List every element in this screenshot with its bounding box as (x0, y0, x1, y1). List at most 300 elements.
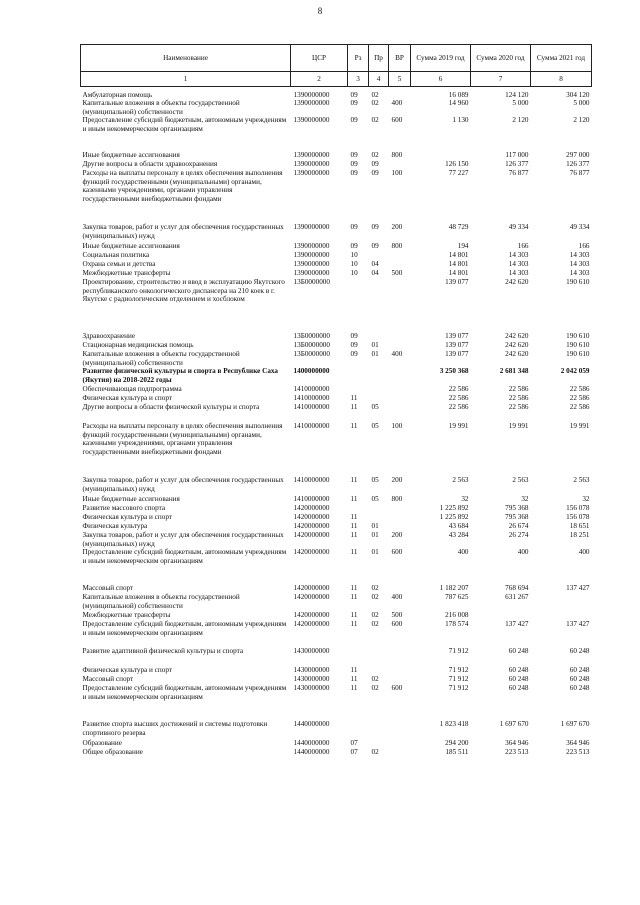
table-row (81, 531, 592, 548)
amount-2021: 5 000 (573, 99, 590, 108)
vr-code (389, 332, 411, 341)
vr-code: 200 (391, 531, 403, 540)
amount-2020: 795 368 (505, 504, 529, 513)
amount-2021: 364 946 (566, 739, 590, 748)
pr-code: 02 (371, 748, 379, 757)
pr-code: 05 (371, 476, 379, 485)
row-name: Другие вопросы в области здравоохранения (82, 160, 218, 169)
amount-2019: 294 200 (445, 739, 469, 748)
vr-code (389, 675, 411, 684)
csr-code: 13Б0000000 (293, 278, 330, 287)
amount-2021: 400 (578, 548, 590, 557)
rz-code: 11 (350, 522, 358, 531)
table-row (81, 593, 592, 611)
csr-code: 1390000000 (293, 260, 330, 269)
amount-2020: 795 368 (505, 513, 529, 522)
amount-2019: 32 (461, 495, 469, 504)
rz-code: 09 (350, 151, 358, 160)
table-row (81, 647, 592, 666)
vr-code (389, 394, 411, 403)
pr-code: 02 (371, 99, 379, 108)
amount-2021: 137 427 (566, 620, 590, 629)
vr-code (389, 666, 411, 675)
table-row (81, 675, 592, 684)
amount-2020: 400 (517, 548, 529, 557)
csr-code: 1410000000 (293, 403, 330, 412)
table-row (81, 720, 592, 739)
table-row (81, 223, 592, 242)
amount-2019: 14 960 (448, 99, 469, 108)
vr-code: 400 (391, 350, 403, 359)
amount-2019: 2 563 (452, 476, 469, 485)
pr-code: 09 (371, 223, 379, 232)
csr-code: 1410000000 (293, 422, 330, 431)
csr-code: 1430000000 (293, 684, 330, 693)
header-cell: Сумма 2019 год (411, 45, 471, 72)
rz-code: 11 (350, 476, 358, 485)
row-name: Физическая культура и спорт (82, 394, 172, 403)
csr-code: 13Б0000000 (293, 341, 330, 350)
pr-code: 02 (371, 684, 379, 693)
rz-code: 11 (350, 403, 358, 412)
row-name: Физическая культура и спорт (82, 513, 172, 522)
row-name: Капитальные вложения в объекты государственной (муниципальной) собственности (82, 350, 240, 367)
pr-code: 02 (371, 620, 379, 629)
amount-2021: 190 610 (566, 341, 590, 350)
rz-code (348, 647, 369, 666)
amount-2020 (471, 611, 531, 620)
rz-code: 09 (350, 350, 358, 359)
amount-2021: 166 (578, 242, 590, 251)
amount-2019: 139 077 (445, 278, 469, 287)
table-row (81, 367, 592, 385)
amount-2021: 14 303 (569, 269, 590, 278)
amount-2020: 2 120 (512, 116, 529, 125)
amount-2021: 304 120 (566, 91, 590, 99)
table-row (81, 169, 592, 223)
csr-code: 1440000000 (293, 739, 330, 748)
amount-2021: 190 610 (566, 350, 590, 359)
amount-2021: 297 000 (566, 151, 590, 160)
row-name: Развитие адаптивной физической культуры и спорта (82, 647, 244, 656)
pr-code (369, 332, 389, 341)
row-name: Физическая культура (82, 522, 148, 531)
vr-code: 200 (391, 223, 403, 232)
amount-2019: 22 586 (448, 394, 469, 403)
rz-code: 09 (350, 169, 358, 178)
pr-code: 02 (371, 675, 379, 684)
vr-code: 400 (391, 99, 403, 108)
rz-code: 11 (350, 620, 358, 629)
table-row (81, 332, 592, 341)
amount-2020: 768 694 (505, 584, 529, 593)
table-row (81, 739, 592, 748)
row-name: Предоставление субсидий бюджетным, автономным учреждениям и иным некоммерческим организациям (82, 116, 287, 133)
row-name: Капитальные вложения в объекты государственной (муниципальной) собственности (82, 593, 240, 610)
header-cell: Наименование (81, 45, 291, 72)
csr-code: 1390000000 (293, 169, 330, 178)
csr-code: 1410000000 (293, 476, 330, 485)
amount-2019: 1 225 892 (439, 504, 469, 513)
row-name: Охрана семьи и детства (82, 260, 156, 269)
csr-code: 1400000000 (293, 367, 330, 376)
amount-2021: 14 303 (569, 260, 590, 269)
vr-code: 100 (391, 169, 403, 178)
amount-2021: 22 586 (569, 403, 590, 412)
pr-code: 05 (371, 495, 379, 504)
vr-code (389, 748, 411, 757)
column-number: 1 (81, 72, 291, 87)
amount-2019: 139 077 (445, 341, 469, 350)
amount-2019: 3 250 368 (439, 367, 469, 376)
amount-2021: 190 610 (566, 332, 590, 341)
pr-code (369, 394, 389, 403)
amount-2021: 60 248 (569, 684, 590, 693)
amount-2020: 631 267 (505, 593, 529, 602)
amount-2021: 1 697 670 (560, 720, 590, 729)
pr-code (369, 739, 389, 748)
amount-2019: 14 801 (448, 260, 469, 269)
amount-2020: 364 946 (505, 739, 529, 748)
amount-2021: 76 877 (569, 169, 590, 178)
vr-code (389, 385, 411, 394)
csr-code: 1420000000 (293, 584, 330, 593)
amount-2019: 787 625 (445, 593, 469, 602)
amount-2020: 60 248 (508, 684, 529, 693)
rz-code: 09 (350, 223, 358, 232)
pr-code (369, 513, 389, 522)
pr-code: 01 (371, 548, 379, 557)
csr-code: 1390000000 (293, 242, 330, 251)
vr-code (389, 251, 411, 260)
amount-2020: 19 991 (508, 422, 529, 431)
rz-code: 11 (350, 513, 358, 522)
csr-code: 1390000000 (293, 223, 330, 232)
amount-2020: 5 000 (512, 99, 529, 108)
vr-code (389, 160, 411, 169)
row-name: Массовый спорт (82, 584, 134, 593)
amount-2020: 60 248 (508, 666, 529, 675)
row-name: Общее образование (82, 748, 143, 757)
vr-code: 400 (391, 593, 403, 602)
amount-2019: 43 284 (448, 531, 469, 540)
pr-code: 02 (371, 611, 379, 620)
column-number: 3 (348, 72, 369, 87)
amount-2020: 14 303 (508, 251, 529, 260)
amount-2020: 137 427 (505, 620, 529, 629)
pr-code: 09 (371, 160, 379, 169)
header-cell: ЦСР (291, 45, 348, 72)
amount-2021: 156 078 (566, 504, 590, 513)
amount-2021: 19 991 (569, 422, 590, 431)
table-row (81, 278, 592, 332)
rz-code: 11 (350, 495, 358, 504)
amount-2019: 14 801 (448, 269, 469, 278)
row-name: Расходы на выплаты персоналу в целях обеспечения выполнения функций государственными (муниципальными) органами, казенными учреждениями, органами управления государственными внебюджетными фондами (82, 169, 283, 203)
amount-2021: 137 427 (566, 584, 590, 593)
row-name: Расходы на выплаты персоналу в целях обеспечения выполнения функций государственными (муниципальными) органами, казенными учреждениями, органами управления государственными внебюджетными фондами (82, 422, 283, 456)
csr-code: 1390000000 (293, 251, 330, 260)
csr-code: 1440000000 (293, 720, 330, 729)
column-number: 8 (531, 72, 592, 87)
table-row (81, 748, 592, 757)
rz-code: 11 (350, 584, 358, 593)
amount-2021: 190 610 (566, 278, 590, 287)
csr-code: 1390000000 (293, 151, 330, 160)
amount-2019: 1 182 207 (439, 584, 469, 593)
amount-2020: 14 303 (508, 260, 529, 269)
row-name: Предоставление субсидий бюджетным, автономным учреждениям и иным некоммерческим организациям (82, 548, 287, 565)
amount-2020: 22 586 (508, 403, 529, 412)
amount-2020: 242 620 (505, 350, 529, 359)
column-number: 2 (291, 72, 348, 87)
amount-2019: 139 077 (445, 350, 469, 359)
table-row (81, 87, 592, 100)
amount-2021: 18 251 (569, 531, 590, 540)
vr-code: 600 (391, 684, 403, 693)
table-row (81, 341, 592, 350)
amount-2019: 400 (457, 548, 469, 557)
amount-2021 (531, 593, 592, 611)
row-name: Предоставление субсидий бюджетным, автономным учреждениям и иным некоммерческим организациям (82, 620, 287, 637)
vr-code: 600 (391, 548, 403, 557)
row-name: Развитие массового спорта (82, 504, 166, 513)
amount-2020: 1 697 670 (499, 720, 529, 729)
rz-code: 09 (350, 332, 358, 341)
row-name: Закупка товаров, работ и услуг для обеспечения государственных (муниципальных) нужд (82, 531, 284, 548)
table-row (81, 584, 592, 593)
amount-2020: 2 681 348 (499, 367, 529, 376)
rz-code (348, 367, 369, 385)
pr-code: 09 (371, 242, 379, 251)
rz-code: 10 (350, 251, 358, 260)
pr-code (369, 385, 389, 394)
table-row (81, 350, 592, 367)
rz-code: 09 (350, 91, 358, 99)
amount-2019: 178 574 (445, 620, 469, 629)
row-name: Развитие физической культуры и спорта в Республике Саха (Якутия) на 2018-2022 годы (82, 367, 279, 384)
row-name: Социальная политика (82, 251, 150, 260)
header-cell: Пр (369, 45, 389, 72)
amount-2020: 49 334 (508, 223, 529, 232)
rz-code: 10 (350, 269, 358, 278)
amount-2020: 242 620 (505, 332, 529, 341)
row-name: Стационарная медицинская помощь (82, 341, 194, 350)
rz-code (348, 278, 369, 332)
table-row (81, 666, 592, 675)
row-name: Межбюджетные трансферты (82, 611, 171, 620)
table-row (81, 385, 592, 394)
amount-2020: 26 274 (508, 531, 529, 540)
amount-2020: 22 586 (508, 394, 529, 403)
vr-code (389, 260, 411, 269)
table-header-row (81, 45, 592, 72)
pr-code (369, 666, 389, 675)
csr-code: 1430000000 (293, 647, 330, 656)
csr-code: 1390000000 (293, 91, 330, 99)
amount-2019: 16 089 (448, 91, 469, 99)
vr-code: 800 (391, 495, 403, 504)
amount-2019: 19 991 (448, 422, 469, 431)
row-name: Развитие спорта высших достижений и системы подготовки спортивного резерва (82, 720, 268, 737)
rz-code (348, 720, 369, 739)
table-row (81, 504, 592, 513)
csr-code: 1420000000 (293, 504, 330, 513)
header-cell: Рз (348, 45, 369, 72)
amount-2021: 2 042 059 (560, 367, 590, 376)
table-row (81, 251, 592, 260)
vr-code (389, 647, 411, 666)
column-number: 5 (389, 72, 411, 87)
amount-2021: 60 248 (569, 675, 590, 684)
vr-code (389, 739, 411, 748)
table-row (81, 422, 592, 476)
rz-code: 10 (350, 260, 358, 269)
amount-2019: 216 008 (445, 611, 469, 620)
vr-code: 600 (391, 116, 403, 125)
pr-code: 02 (371, 593, 379, 602)
amount-2021: 49 334 (569, 223, 590, 232)
amount-2021: 156 078 (566, 513, 590, 522)
amount-2020: 60 248 (508, 675, 529, 684)
rz-code: 09 (350, 341, 358, 350)
amount-2021 (531, 611, 592, 620)
pr-code: 04 (371, 260, 379, 269)
amount-2021: 18 651 (569, 522, 590, 531)
pr-code: 02 (371, 584, 379, 593)
row-name: Здравоохранение (82, 332, 136, 341)
row-name: Иные бюджетные ассигнования (82, 495, 180, 504)
table-row (81, 476, 592, 495)
vr-code (389, 403, 411, 422)
row-name: Проектирование, строительство и ввод в эксплуатацию Якутского республиканского онкологического диспансера на 210 коек в г. Якутске с радиологическим отделением и хосблоком (82, 278, 285, 304)
csr-code: 13Б0000000 (293, 332, 330, 341)
amount-2020: 26 674 (508, 522, 529, 531)
amount-2019: 22 586 (448, 385, 469, 394)
pr-code: 05 (371, 422, 379, 431)
rz-code: 11 (350, 593, 358, 602)
vr-code (389, 504, 411, 513)
rz-code: 11 (350, 611, 358, 620)
table-row (81, 513, 592, 522)
amount-2019: 194 (457, 242, 469, 251)
pr-code (369, 647, 389, 666)
vr-code: 200 (391, 476, 403, 485)
amount-2020: 14 303 (508, 269, 529, 278)
row-name: Другие вопросы в области физической культуры и спорта (82, 403, 260, 412)
amount-2019: 1 225 892 (439, 513, 469, 522)
amount-2021: 126 377 (566, 160, 590, 169)
vr-code (389, 513, 411, 522)
pr-code: 02 (371, 91, 379, 99)
column-number: 6 (411, 72, 471, 87)
csr-code: 1430000000 (293, 666, 330, 675)
amount-2021: 2 120 (573, 116, 590, 125)
rz-code: 11 (350, 422, 358, 431)
table-row (81, 684, 592, 720)
rz-code: 09 (350, 242, 358, 251)
vr-code (389, 278, 411, 332)
csr-code: 1390000000 (293, 269, 330, 278)
amount-2019: 71 912 (448, 647, 469, 656)
amount-2020: 242 620 (505, 341, 529, 350)
rz-code: 11 (350, 675, 358, 684)
csr-code: 1390000000 (293, 160, 330, 169)
amount-2020: 32 (521, 495, 529, 504)
amount-2020: 166 (517, 242, 529, 251)
amount-2019 (411, 151, 471, 160)
amount-2020: 242 620 (505, 278, 529, 287)
row-name: Образование (82, 739, 122, 748)
vr-code (389, 341, 411, 350)
pr-code: 01 (371, 341, 379, 350)
table-row (81, 269, 592, 278)
table-row (81, 403, 592, 422)
rz-code: 07 (350, 748, 358, 757)
csr-code: 1420000000 (293, 522, 330, 531)
csr-code: 1420000000 (293, 620, 330, 629)
rz-code: 11 (350, 684, 358, 693)
row-name: Иные бюджетные ассигнования (82, 151, 180, 160)
csr-code: 1420000000 (293, 548, 330, 557)
amount-2021: 2 563 (573, 476, 590, 485)
page-number: 8 (317, 6, 323, 16)
table-row (81, 495, 592, 504)
pr-code: 01 (371, 522, 379, 531)
vr-code: 800 (391, 151, 403, 160)
rz-code: 09 (350, 99, 358, 108)
amount-2019: 71 912 (448, 675, 469, 684)
amount-2020: 124 120 (505, 91, 529, 99)
amount-2019: 14 801 (448, 251, 469, 260)
rz-code: 11 (350, 548, 358, 557)
amount-2021: 60 248 (569, 647, 590, 656)
header-cell: Сумма 2021 год (531, 45, 592, 72)
pr-code: 01 (371, 350, 379, 359)
amount-2020: 22 586 (508, 385, 529, 394)
table-row (81, 522, 592, 531)
rz-code: 11 (350, 666, 358, 675)
vr-code (389, 87, 411, 100)
pr-code (369, 504, 389, 513)
amount-2021: 14 303 (569, 251, 590, 260)
amount-2020: 2 563 (512, 476, 529, 485)
column-number: 7 (471, 72, 531, 87)
csr-code: 1440000000 (293, 748, 330, 757)
amount-2020: 117 000 (505, 151, 529, 160)
amount-2019: 139 077 (445, 332, 469, 341)
amount-2019: 48 729 (448, 223, 469, 232)
row-name: Предоставление субсидий бюджетным, автономным учреждениям и иным некоммерческим организациям (82, 684, 287, 701)
amount-2021: 22 586 (569, 394, 590, 403)
pr-code: 02 (371, 151, 379, 160)
pr-code (369, 367, 389, 385)
amount-2021: 60 248 (569, 666, 590, 675)
vr-code (389, 522, 411, 531)
csr-code: 13Б0000000 (293, 350, 330, 359)
csr-code: 1390000000 (293, 116, 330, 125)
vr-code (389, 720, 411, 739)
csr-code: 1390000000 (293, 99, 330, 108)
amount-2021: 32 (582, 495, 590, 504)
rz-code: 09 (350, 116, 358, 125)
pr-code (369, 720, 389, 739)
vr-code: 500 (391, 611, 403, 620)
table-row (81, 116, 592, 151)
row-name: Массовый спорт (82, 675, 134, 684)
row-name: Межбюджетные трансферты (82, 269, 171, 278)
row-name: Физическая культура и спорт (82, 666, 172, 675)
